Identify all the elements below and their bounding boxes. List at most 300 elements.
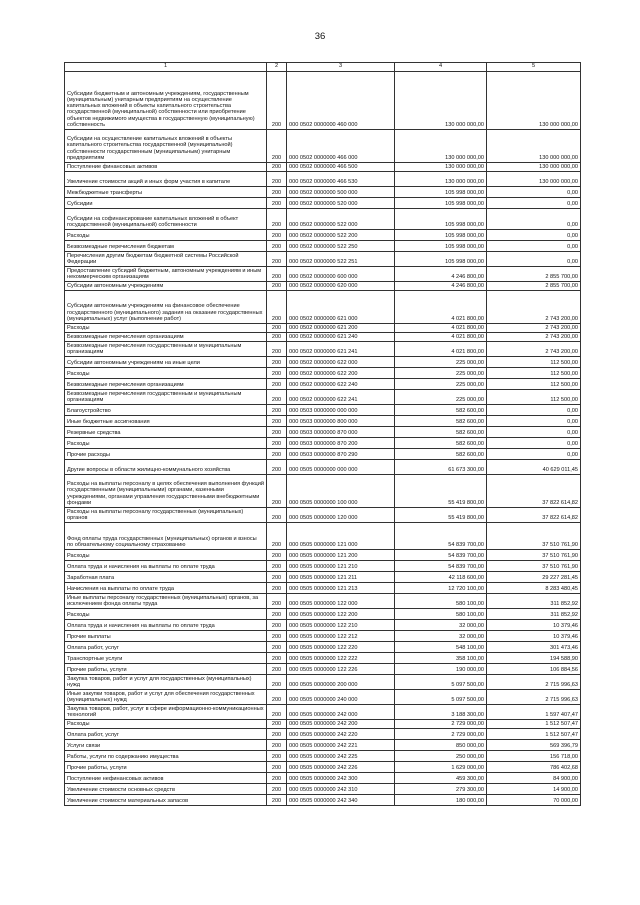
row-approved-amount-cell: 105 998 000,00 [395, 241, 487, 252]
table-row [65, 379, 581, 390]
header-col-2: 2 [267, 63, 287, 72]
row-approved-amount-cell: 4 021 800,00 [395, 333, 487, 342]
row-approved-amount-cell: 190 000,00 [395, 664, 487, 675]
row-approved-amount-cell: 279 300,00 [395, 784, 487, 795]
table-row [65, 427, 581, 438]
header-col-4: 4 [395, 63, 487, 72]
row-name-cell: Расходы [65, 230, 267, 241]
row-approved-amount-cell: 225 000,00 [395, 357, 487, 368]
table-row [65, 572, 581, 583]
row-admin-code-cell: 200 [267, 583, 287, 594]
row-approved-amount-cell: 4 021 800,00 [395, 342, 487, 357]
row-executed-amount-cell: 0,00 [487, 449, 581, 460]
row-approved-amount-cell: 105 998 000,00 [395, 198, 487, 209]
row-executed-amount-cell: 2 715 996,63 [487, 690, 581, 705]
row-executed-amount-cell: 0,00 [487, 438, 581, 449]
row-name-cell: Услуги связи [65, 740, 267, 751]
row-admin-code-cell: 200 [267, 631, 287, 642]
row-budget-code-cell: 000 0502 0000000 500 000 [287, 187, 395, 198]
row-name-cell: Субсидии автономным учреждениям [65, 282, 267, 291]
row-budget-code-cell: 000 0502 0000000 522 251 [287, 252, 395, 267]
row-name-cell: Субсидии автономным учреждениям на финансовое обеспечение государственного (муниципального) задания на оказание государственных (муниципальных) услуг (выполнение работ) [65, 291, 267, 324]
row-name-cell: Предоставление субсидий бюджетным, автономным учреждениям и иным некоммерческим организациям [65, 267, 267, 282]
row-approved-amount-cell: 250 000,00 [395, 751, 487, 762]
row-approved-amount-cell: 582 600,00 [395, 427, 487, 438]
row-name-cell: Расходы [65, 368, 267, 379]
row-budget-code-cell: 000 0502 0000000 520 000 [287, 198, 395, 209]
row-executed-amount-cell: 37 822 614,82 [487, 475, 581, 508]
row-approved-amount-cell: 2 729 000,00 [395, 720, 487, 729]
row-approved-amount-cell: 582 600,00 [395, 405, 487, 416]
row-budget-code-cell: 000 0502 0000000 620 000 [287, 282, 395, 291]
row-budget-code-cell: 000 0503 0000000 000 000 [287, 405, 395, 416]
row-executed-amount-cell: 311 852,92 [487, 594, 581, 609]
row-approved-amount-cell: 54 839 700,00 [395, 550, 487, 561]
row-budget-code-cell: 000 0502 0000000 621 200 [287, 324, 395, 333]
row-approved-amount-cell: 358 100,00 [395, 653, 487, 664]
table-row [65, 449, 581, 460]
row-budget-code-cell: 000 0505 0000000 121 210 [287, 561, 395, 572]
row-budget-code-cell: 000 0505 0000000 242 310 [287, 784, 395, 795]
row-budget-code-cell: 000 0502 0000000 621 000 [287, 291, 395, 324]
row-admin-code-cell: 200 [267, 252, 287, 267]
row-approved-amount-cell: 5 097 500,00 [395, 675, 487, 690]
row-admin-code-cell: 200 [267, 187, 287, 198]
row-approved-amount-cell: 4 021 800,00 [395, 291, 487, 324]
row-admin-code-cell: 200 [267, 523, 287, 550]
row-admin-code-cell: 200 [267, 449, 287, 460]
table-row [65, 72, 581, 130]
row-name-cell: Увеличение стоимости материальных запасов [65, 795, 267, 806]
row-name-cell: Транспортные услуги [65, 653, 267, 664]
row-name-cell: Субсидии [65, 198, 267, 209]
row-name-cell: Начисления на выплаты по оплате труда [65, 583, 267, 594]
table-row [65, 163, 581, 172]
row-budget-code-cell: 000 0505 0000000 122 226 [287, 664, 395, 675]
row-budget-code-cell: 000 0502 0000000 622 240 [287, 379, 395, 390]
row-approved-amount-cell: 4 246 800,00 [395, 282, 487, 291]
row-admin-code-cell: 200 [267, 508, 287, 523]
row-budget-code-cell: 000 0502 0000000 622 200 [287, 368, 395, 379]
row-approved-amount-cell: 580 100,00 [395, 609, 487, 620]
table-row [65, 130, 581, 163]
row-executed-amount-cell: 10 379,46 [487, 631, 581, 642]
row-admin-code-cell: 200 [267, 357, 287, 368]
budget-execution-table [64, 62, 581, 806]
row-approved-amount-cell: 42 118 600,00 [395, 572, 487, 583]
row-name-cell: Расходы [65, 609, 267, 620]
row-admin-code-cell: 200 [267, 427, 287, 438]
row-executed-amount-cell: 2 855 700,00 [487, 267, 581, 282]
row-budget-code-cell: 000 0505 0000000 121 213 [287, 583, 395, 594]
row-admin-code-cell: 200 [267, 282, 287, 291]
row-name-cell: Расходы [65, 438, 267, 449]
table-row [65, 241, 581, 252]
row-name-cell: Оплата работ, услуг [65, 642, 267, 653]
row-executed-amount-cell: 194 588,90 [487, 653, 581, 664]
row-approved-amount-cell: 1 629 000,00 [395, 762, 487, 773]
row-budget-code-cell: 000 0505 0000000 242 221 [287, 740, 395, 751]
row-budget-code-cell: 000 0505 0000000 242 300 [287, 773, 395, 784]
row-budget-code-cell: 000 0505 0000000 242 220 [287, 729, 395, 740]
table-row [65, 705, 581, 720]
table-row [65, 252, 581, 267]
row-approved-amount-cell: 548 100,00 [395, 642, 487, 653]
row-budget-code-cell: 000 0505 0000000 242 000 [287, 705, 395, 720]
row-executed-amount-cell: 130 000 000,00 [487, 130, 581, 163]
row-executed-amount-cell: 1 597 407,47 [487, 705, 581, 720]
row-executed-amount-cell: 156 718,00 [487, 751, 581, 762]
row-budget-code-cell: 000 0505 0000000 122 222 [287, 653, 395, 664]
row-name-cell: Иные закупки товаров, работ и услуг для обеспечения государственных (муниципальных) нужд [65, 690, 267, 705]
row-admin-code-cell: 200 [267, 784, 287, 795]
row-budget-code-cell: 000 0505 0000000 121 200 [287, 550, 395, 561]
row-name-cell: Субсидии на осуществление капитальных вложений в объекты капитального строительства государственной (муниципальной) собственности государственным (муниципальным) унитарным предприятиям [65, 130, 267, 163]
row-executed-amount-cell: 0,00 [487, 198, 581, 209]
table-row [65, 416, 581, 427]
row-admin-code-cell: 200 [267, 324, 287, 333]
row-executed-amount-cell: 786 402,68 [487, 762, 581, 773]
row-executed-amount-cell: 112 500,00 [487, 390, 581, 405]
row-name-cell: Оплата труда и начисления на выплаты по оплате труда [65, 561, 267, 572]
row-approved-amount-cell: 32 000,00 [395, 620, 487, 631]
row-budget-code-cell: 000 0505 0000000 121 211 [287, 572, 395, 583]
row-admin-code-cell: 200 [267, 163, 287, 172]
row-admin-code-cell: 200 [267, 653, 287, 664]
table-row [65, 664, 581, 675]
row-executed-amount-cell: 37 510 761,90 [487, 561, 581, 572]
row-approved-amount-cell: 130 000 000,00 [395, 163, 487, 172]
row-budget-code-cell: 000 0502 0000000 466 000 [287, 130, 395, 163]
row-approved-amount-cell: 5 097 500,00 [395, 690, 487, 705]
row-approved-amount-cell: 225 000,00 [395, 390, 487, 405]
row-admin-code-cell: 200 [267, 620, 287, 631]
row-admin-code-cell: 200 [267, 267, 287, 282]
row-approved-amount-cell: 55 419 800,00 [395, 475, 487, 508]
table-row [65, 751, 581, 762]
row-executed-amount-cell: 2 743 200,00 [487, 333, 581, 342]
row-executed-amount-cell: 106 884,56 [487, 664, 581, 675]
row-name-cell: Иные выплаты персоналу государственных (муниципальных) органов, за исключением фонда оплаты труда [65, 594, 267, 609]
row-budget-code-cell: 000 0502 0000000 622 000 [287, 357, 395, 368]
row-name-cell: Закупка товаров, работ, услуг в сфере информационно-коммуникационных технологий [65, 705, 267, 720]
row-budget-code-cell: 000 0502 0000000 522 200 [287, 230, 395, 241]
row-approved-amount-cell: 582 600,00 [395, 416, 487, 427]
row-name-cell: Оплата труда и начисления на выплаты по оплате труда [65, 620, 267, 631]
row-name-cell: Другие вопросы в области жилищно-коммунального хозяйства [65, 460, 267, 475]
row-admin-code-cell: 200 [267, 773, 287, 784]
row-executed-amount-cell: 311 852,92 [487, 609, 581, 620]
row-approved-amount-cell: 55 419 800,00 [395, 508, 487, 523]
row-admin-code-cell: 200 [267, 609, 287, 620]
row-executed-amount-cell: 0,00 [487, 209, 581, 230]
row-executed-amount-cell: 130 000 000,00 [487, 172, 581, 187]
table-row [65, 198, 581, 209]
row-name-cell: Поступление финансовых активов [65, 163, 267, 172]
row-budget-code-cell: 000 0505 0000000 240 000 [287, 690, 395, 705]
row-name-cell: Безвозмездные перечисления организациям [65, 379, 267, 390]
row-approved-amount-cell: 54 839 700,00 [395, 523, 487, 550]
row-budget-code-cell: 000 0502 0000000 621 241 [287, 342, 395, 357]
row-name-cell: Субсидии на софинансирование капитальных вложений в объект государственной (муниципальной) собственности [65, 209, 267, 230]
row-approved-amount-cell: 225 000,00 [395, 368, 487, 379]
row-approved-amount-cell: 582 600,00 [395, 438, 487, 449]
row-name-cell: Прочие расходы [65, 449, 267, 460]
row-executed-amount-cell: 130 000 000,00 [487, 163, 581, 172]
row-budget-code-cell: 000 0502 0000000 466 530 [287, 172, 395, 187]
row-executed-amount-cell: 0,00 [487, 230, 581, 241]
row-admin-code-cell: 200 [267, 690, 287, 705]
row-budget-code-cell: 000 0503 0000000 870 200 [287, 438, 395, 449]
row-approved-amount-cell: 130 000 000,00 [395, 72, 487, 130]
row-budget-code-cell: 000 0505 0000000 000 000 [287, 460, 395, 475]
row-approved-amount-cell: 3 188 300,00 [395, 705, 487, 720]
row-budget-code-cell: 000 0505 0000000 242 340 [287, 795, 395, 806]
table-row [65, 550, 581, 561]
table-row [65, 333, 581, 342]
row-budget-code-cell: 000 0502 0000000 622 241 [287, 390, 395, 405]
row-admin-code-cell: 200 [267, 664, 287, 675]
row-budget-code-cell: 000 0502 0000000 621 240 [287, 333, 395, 342]
row-approved-amount-cell: 850 000,00 [395, 740, 487, 751]
row-name-cell: Увеличение стоимости акций и иных форм участия в капитале [65, 172, 267, 187]
row-admin-code-cell: 200 [267, 705, 287, 720]
row-executed-amount-cell: 112 500,00 [487, 357, 581, 368]
table-row [65, 631, 581, 642]
table-row [65, 390, 581, 405]
row-executed-amount-cell: 569 396,79 [487, 740, 581, 751]
row-approved-amount-cell: 4 246 800,00 [395, 267, 487, 282]
row-name-cell: Прочие выплаты [65, 631, 267, 642]
row-admin-code-cell: 200 [267, 198, 287, 209]
row-approved-amount-cell: 130 000 000,00 [395, 130, 487, 163]
row-approved-amount-cell: 225 000,00 [395, 379, 487, 390]
row-admin-code-cell: 200 [267, 675, 287, 690]
row-executed-amount-cell: 0,00 [487, 241, 581, 252]
row-admin-code-cell: 200 [267, 795, 287, 806]
table-row [65, 690, 581, 705]
row-admin-code-cell: 200 [267, 751, 287, 762]
table-row [65, 729, 581, 740]
row-admin-code-cell: 200 [267, 405, 287, 416]
table-row [65, 653, 581, 664]
row-budget-code-cell: 000 0503 0000000 870 290 [287, 449, 395, 460]
table-row [65, 508, 581, 523]
row-admin-code-cell: 200 [267, 762, 287, 773]
table-row [65, 583, 581, 594]
row-admin-code-cell: 200 [267, 416, 287, 427]
row-approved-amount-cell: 105 998 000,00 [395, 230, 487, 241]
row-admin-code-cell: 200 [267, 390, 287, 405]
row-budget-code-cell: 000 0505 0000000 122 210 [287, 620, 395, 631]
table-row [65, 209, 581, 230]
row-admin-code-cell: 200 [267, 379, 287, 390]
row-admin-code-cell: 200 [267, 572, 287, 583]
row-budget-code-cell: 000 0502 0000000 466 500 [287, 163, 395, 172]
table-row [65, 609, 581, 620]
row-executed-amount-cell: 112 500,00 [487, 379, 581, 390]
row-executed-amount-cell: 0,00 [487, 416, 581, 427]
row-name-cell: Иные бюджетные ассигнования [65, 416, 267, 427]
row-budget-code-cell: 000 0502 0000000 600 000 [287, 267, 395, 282]
page-number: 36 [314, 31, 326, 42]
row-executed-amount-cell: 1 512 507,47 [487, 720, 581, 729]
row-executed-amount-cell: 0,00 [487, 252, 581, 267]
row-admin-code-cell: 200 [267, 550, 287, 561]
table-row [65, 282, 581, 291]
table-row [65, 291, 581, 324]
row-name-cell: Резервные средства [65, 427, 267, 438]
row-name-cell: Заработная плата [65, 572, 267, 583]
row-admin-code-cell: 200 [267, 561, 287, 572]
table-row [65, 475, 581, 508]
row-approved-amount-cell: 105 998 000,00 [395, 209, 487, 230]
table-row [65, 405, 581, 416]
row-name-cell: Оплата работ, услуг [65, 729, 267, 740]
row-executed-amount-cell: 2 743 200,00 [487, 324, 581, 333]
row-admin-code-cell: 200 [267, 333, 287, 342]
row-name-cell: Прочие работы, услуги [65, 762, 267, 773]
row-approved-amount-cell: 580 100,00 [395, 594, 487, 609]
row-approved-amount-cell: 32 000,00 [395, 631, 487, 642]
row-name-cell: Межбюджетные трансферты [65, 187, 267, 198]
row-executed-amount-cell: 0,00 [487, 405, 581, 416]
table-row [65, 642, 581, 653]
row-budget-code-cell: 000 0503 0000000 870 000 [287, 427, 395, 438]
row-admin-code-cell: 200 [267, 230, 287, 241]
header-col-3: 3 [287, 63, 395, 72]
table-row [65, 762, 581, 773]
row-executed-amount-cell: 0,00 [487, 427, 581, 438]
row-executed-amount-cell: 70 000,00 [487, 795, 581, 806]
row-budget-code-cell: 000 0505 0000000 122 220 [287, 642, 395, 653]
row-approved-amount-cell: 2 729 000,00 [395, 729, 487, 740]
row-budget-code-cell: 000 0505 0000000 200 000 [287, 675, 395, 690]
row-name-cell: Безвозмездные перечисления государственным и муниципальным организациям [65, 390, 267, 405]
row-name-cell: Расходы на выплаты персоналу государственных (муниципальных) органов [65, 508, 267, 523]
row-name-cell: Расходы [65, 324, 267, 333]
row-admin-code-cell: 200 [267, 209, 287, 230]
row-approved-amount-cell: 582 600,00 [395, 449, 487, 460]
row-executed-amount-cell: 10 379,46 [487, 620, 581, 631]
row-executed-amount-cell: 112 500,00 [487, 368, 581, 379]
row-name-cell: Безвозмездные перечисления государственным и муниципальным организациям [65, 342, 267, 357]
row-budget-code-cell: 000 0502 0000000 522 250 [287, 241, 395, 252]
row-name-cell: Расходы на выплаты персоналу в целях обеспечения выполнения функций государственными (муниципальными) органами, казенными учреждениями, органами управления государственными внебюджетными фондами [65, 475, 267, 508]
row-budget-code-cell: 000 0505 0000000 100 000 [287, 475, 395, 508]
row-executed-amount-cell: 2 743 200,00 [487, 291, 581, 324]
row-budget-code-cell: 000 0505 0000000 120 000 [287, 508, 395, 523]
row-budget-code-cell: 000 0502 0000000 460 000 [287, 72, 395, 130]
row-budget-code-cell: 000 0503 0000000 800 000 [287, 416, 395, 427]
table-row [65, 172, 581, 187]
row-admin-code-cell: 200 [267, 172, 287, 187]
row-executed-amount-cell: 14 900,00 [487, 784, 581, 795]
row-executed-amount-cell: 2 715 996,63 [487, 675, 581, 690]
row-name-cell: Поступление нефинансовых активов [65, 773, 267, 784]
row-admin-code-cell: 200 [267, 130, 287, 163]
table-row [65, 523, 581, 550]
row-budget-code-cell: 000 0505 0000000 122 212 [287, 631, 395, 642]
row-name-cell: Фонд оплаты труда государственных (муниципальных) органов и взносы по обязательному социальному страхованию [65, 523, 267, 550]
row-name-cell: Перечисления другим бюджетам бюджетной системы Российской Федерации [65, 252, 267, 267]
table-row [65, 784, 581, 795]
row-budget-code-cell: 000 0505 0000000 242 200 [287, 720, 395, 729]
row-executed-amount-cell: 37 822 614,82 [487, 508, 581, 523]
row-admin-code-cell: 200 [267, 642, 287, 653]
row-budget-code-cell: 000 0505 0000000 242 226 [287, 762, 395, 773]
row-approved-amount-cell: 105 998 000,00 [395, 252, 487, 267]
row-admin-code-cell: 200 [267, 438, 287, 449]
table-row [65, 324, 581, 333]
row-name-cell: Расходы [65, 720, 267, 729]
header-col-1: 1 [65, 63, 267, 72]
table-header-row [65, 63, 581, 72]
table-row [65, 342, 581, 357]
table-row [65, 357, 581, 368]
row-executed-amount-cell: 2 743 200,00 [487, 342, 581, 357]
row-admin-code-cell: 200 [267, 729, 287, 740]
table-row [65, 267, 581, 282]
row-admin-code-cell: 200 [267, 460, 287, 475]
row-admin-code-cell: 200 [267, 740, 287, 751]
row-executed-amount-cell: 37 510 761,90 [487, 523, 581, 550]
table-row [65, 187, 581, 198]
row-budget-code-cell: 000 0505 0000000 122 200 [287, 609, 395, 620]
row-budget-code-cell: 000 0502 0000000 522 000 [287, 209, 395, 230]
row-approved-amount-cell: 61 673 300,00 [395, 460, 487, 475]
row-admin-code-cell: 200 [267, 475, 287, 508]
row-executed-amount-cell: 84 900,00 [487, 773, 581, 784]
row-admin-code-cell: 200 [267, 241, 287, 252]
row-admin-code-cell: 200 [267, 291, 287, 324]
table-row [65, 230, 581, 241]
row-executed-amount-cell: 130 000 000,00 [487, 72, 581, 130]
row-name-cell: Работы, услуги по содержанию имущества [65, 751, 267, 762]
row-executed-amount-cell: 301 473,46 [487, 642, 581, 653]
row-name-cell: Закупка товаров, работ и услуг для государственных (муниципальных) нужд [65, 675, 267, 690]
table-row [65, 438, 581, 449]
row-executed-amount-cell: 2 855 700,00 [487, 282, 581, 291]
row-admin-code-cell: 200 [267, 72, 287, 130]
row-name-cell: Субсидии бюджетным и автономным учреждениям, государственным (муниципальным) унитарным предприятиям на осуществление капитальных вложений в объекты капитального строительства государственной (муниципальной) собственности или приобретение объектов недвижимого имущества в государственную (муниципальную) собственность [65, 72, 267, 130]
row-executed-amount-cell: 0,00 [487, 187, 581, 198]
row-admin-code-cell: 200 [267, 342, 287, 357]
table-row [65, 773, 581, 784]
table-row [65, 795, 581, 806]
row-executed-amount-cell: 1 512 507,47 [487, 729, 581, 740]
row-admin-code-cell: 200 [267, 368, 287, 379]
row-approved-amount-cell: 105 998 000,00 [395, 187, 487, 198]
table-row [65, 740, 581, 751]
row-executed-amount-cell: 29 227 281,45 [487, 572, 581, 583]
row-admin-code-cell: 200 [267, 594, 287, 609]
header-col-5: 5 [487, 63, 581, 72]
row-executed-amount-cell: 37 510 761,90 [487, 550, 581, 561]
table-body [65, 72, 581, 806]
row-approved-amount-cell: 54 839 700,00 [395, 561, 487, 572]
row-name-cell: Благоустройство [65, 405, 267, 416]
table-row [65, 561, 581, 572]
table-row [65, 460, 581, 475]
row-budget-code-cell: 000 0505 0000000 242 225 [287, 751, 395, 762]
row-admin-code-cell: 200 [267, 720, 287, 729]
row-executed-amount-cell: 40 629 011,45 [487, 460, 581, 475]
row-approved-amount-cell: 180 000,00 [395, 795, 487, 806]
table-row [65, 368, 581, 379]
row-budget-code-cell: 000 0505 0000000 122 000 [287, 594, 395, 609]
row-approved-amount-cell: 4 021 800,00 [395, 324, 487, 333]
